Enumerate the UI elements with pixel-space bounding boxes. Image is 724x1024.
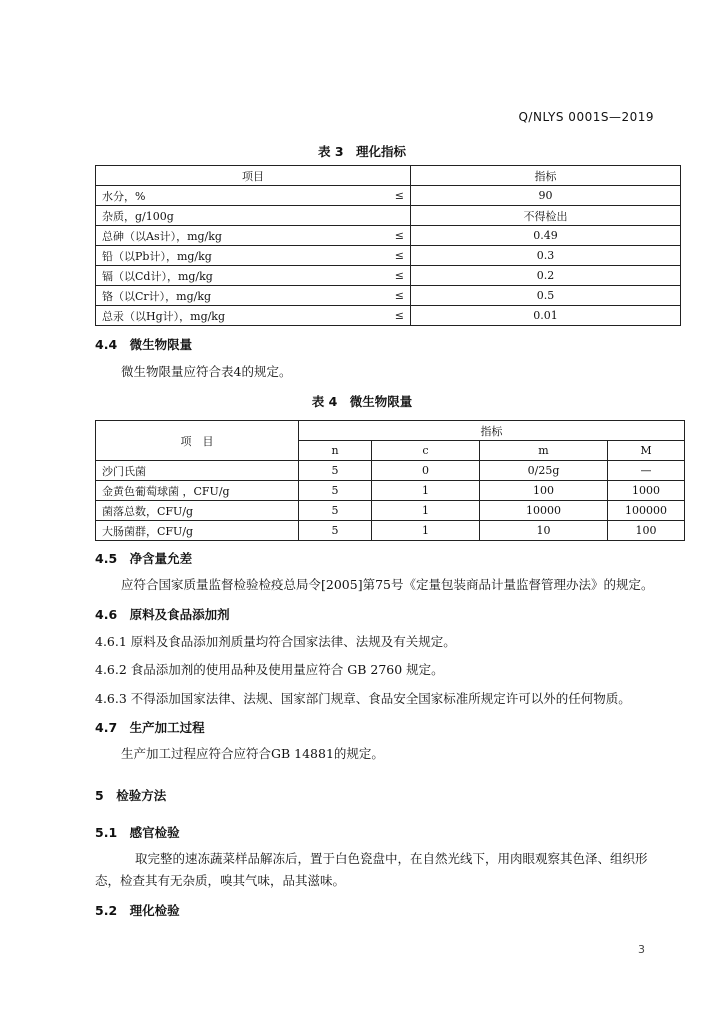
table3-symbol: ≤ (384, 286, 411, 306)
table3-value: 0.2 (411, 266, 681, 286)
table4-m: 10 (480, 521, 608, 541)
table4-header-index: 指标 (299, 421, 685, 441)
table-row (96, 481, 685, 501)
table3-item: 镉（以Cd计），mg/kg (96, 266, 385, 286)
table3-value: 0.5 (411, 286, 681, 306)
page-number: 3 (638, 943, 645, 956)
section-4-6-3-text: 4.6.3 不得添加国家法律、法规、国家部门规章、食品安全国家标准所规定许可以外的任何物质。 (95, 691, 631, 706)
section-5-2-heading: 5.2 理化检验 (95, 903, 180, 918)
table4-c: 1 (372, 521, 480, 541)
table4-m: 0/25g (480, 461, 608, 481)
table4-title: 表 4 微生物限量 (311, 394, 413, 409)
table3-header-item: 项目 (96, 166, 411, 186)
table4-m: 100 (480, 481, 608, 501)
table4-subheader-c: c (372, 441, 480, 461)
table-row (96, 246, 681, 266)
table4-name: 大肠菌群，CFU/g (96, 521, 299, 541)
section-4-6-2-text: 4.6.2 食品添加剂的使用品种及使用量应符合 GB 2760 规定。 (95, 662, 444, 677)
section-4-6-heading: 4.6 原料及食品添加剂 (95, 607, 230, 622)
table4-microbial (95, 420, 685, 541)
table4-header-item: 项 目 (96, 421, 299, 461)
table3-title: 表 3 理化指标 (317, 144, 407, 159)
table-row (96, 226, 681, 246)
table4-name: 菌落总数，CFU/g (96, 501, 299, 521)
table3-value: 0.01 (411, 306, 681, 326)
table-row (96, 286, 681, 306)
section-5-1-line1: 取完整的速冻蔬菜样品解冻后，置于白色瓷盘中，在自然光线下，用肉眼观察其色泽、组织形 (135, 851, 648, 866)
table3-value: 不得检出 (411, 206, 681, 226)
table3-symbol: ≤ (384, 306, 411, 326)
table3-item: 水分，% (96, 186, 385, 206)
table4-M: — (608, 461, 685, 481)
table4-M: 1000 (608, 481, 685, 501)
table4-name: 金黄色葡萄球菌 ，CFU/g (96, 481, 299, 501)
table4-n: 5 (299, 481, 372, 501)
table4-m: 10000 (480, 501, 608, 521)
table-row (96, 461, 685, 481)
table4-subheader-m: m (480, 441, 608, 461)
table3-physicochemical (95, 165, 681, 326)
table3-item: 总汞（以Hg计），mg/kg (96, 306, 385, 326)
table4-M: 100 (608, 521, 685, 541)
table4-M: 100000 (608, 501, 685, 521)
table3-symbol: ≤ (384, 186, 411, 206)
table3-item: 铬（以Cr计），mg/kg (96, 286, 385, 306)
table3-value: 0.3 (411, 246, 681, 266)
table4-subheader-n: n (299, 441, 372, 461)
table4-n: 5 (299, 521, 372, 541)
section-4-6-1-text: 4.6.1 原料及食品添加剂质量均符合国家法律、法规及有关规定。 (95, 634, 456, 649)
table3-header-index: 指标 (411, 166, 681, 186)
table3-symbol: ≤ (384, 246, 411, 266)
table3-symbol (384, 206, 411, 226)
table-row (96, 521, 685, 541)
table3-item: 杂质，g/100g (96, 206, 385, 226)
table4-c: 1 (372, 501, 480, 521)
section-4-4-text: 微生物限量应符合表4的规定。 (121, 364, 292, 379)
table3-item: 铅（以Pb计），mg/kg (96, 246, 385, 266)
section-5-heading: 5 检验方法 (95, 788, 167, 803)
table4-n: 5 (299, 461, 372, 481)
table3-symbol: ≤ (384, 226, 411, 246)
table3-item: 总砷（以As计），mg/kg (96, 226, 385, 246)
table4-c: 0 (372, 461, 480, 481)
table4-n: 5 (299, 501, 372, 521)
table4-name: 沙门氏菌 (96, 461, 299, 481)
section-5-1-line2: 态，检查其有无杂质，嗅其气味，品其滋味。 (95, 873, 346, 888)
table-row (96, 206, 681, 226)
table3-symbol: ≤ (384, 266, 411, 286)
table-row (96, 186, 681, 206)
table4-c: 1 (372, 481, 480, 501)
table3-value: 0.49 (411, 226, 681, 246)
section-4-4-heading: 4.4 微生物限量 (95, 337, 193, 352)
table-row (96, 306, 681, 326)
table-row (96, 501, 685, 521)
document-id: Q/NLYS 0001S—2019 (518, 110, 654, 124)
section-4-5-heading: 4.5 净含量允差 (95, 551, 193, 566)
table3-value: 90 (411, 186, 681, 206)
table-row (96, 266, 681, 286)
section-4-5-text: 应符合国家质量监督检验检疫总局令[2005]第75号《定量包装商品计量监督管理办法》的规定。 (121, 577, 654, 592)
section-4-7-heading: 4.7 生产加工过程 (95, 720, 205, 735)
section-5-1-heading: 5.1 感官检验 (95, 825, 180, 840)
section-4-7-text: 生产加工过程应符合应符合GB 14881的规定。 (121, 746, 384, 761)
table4-subheader-M: M (608, 441, 685, 461)
